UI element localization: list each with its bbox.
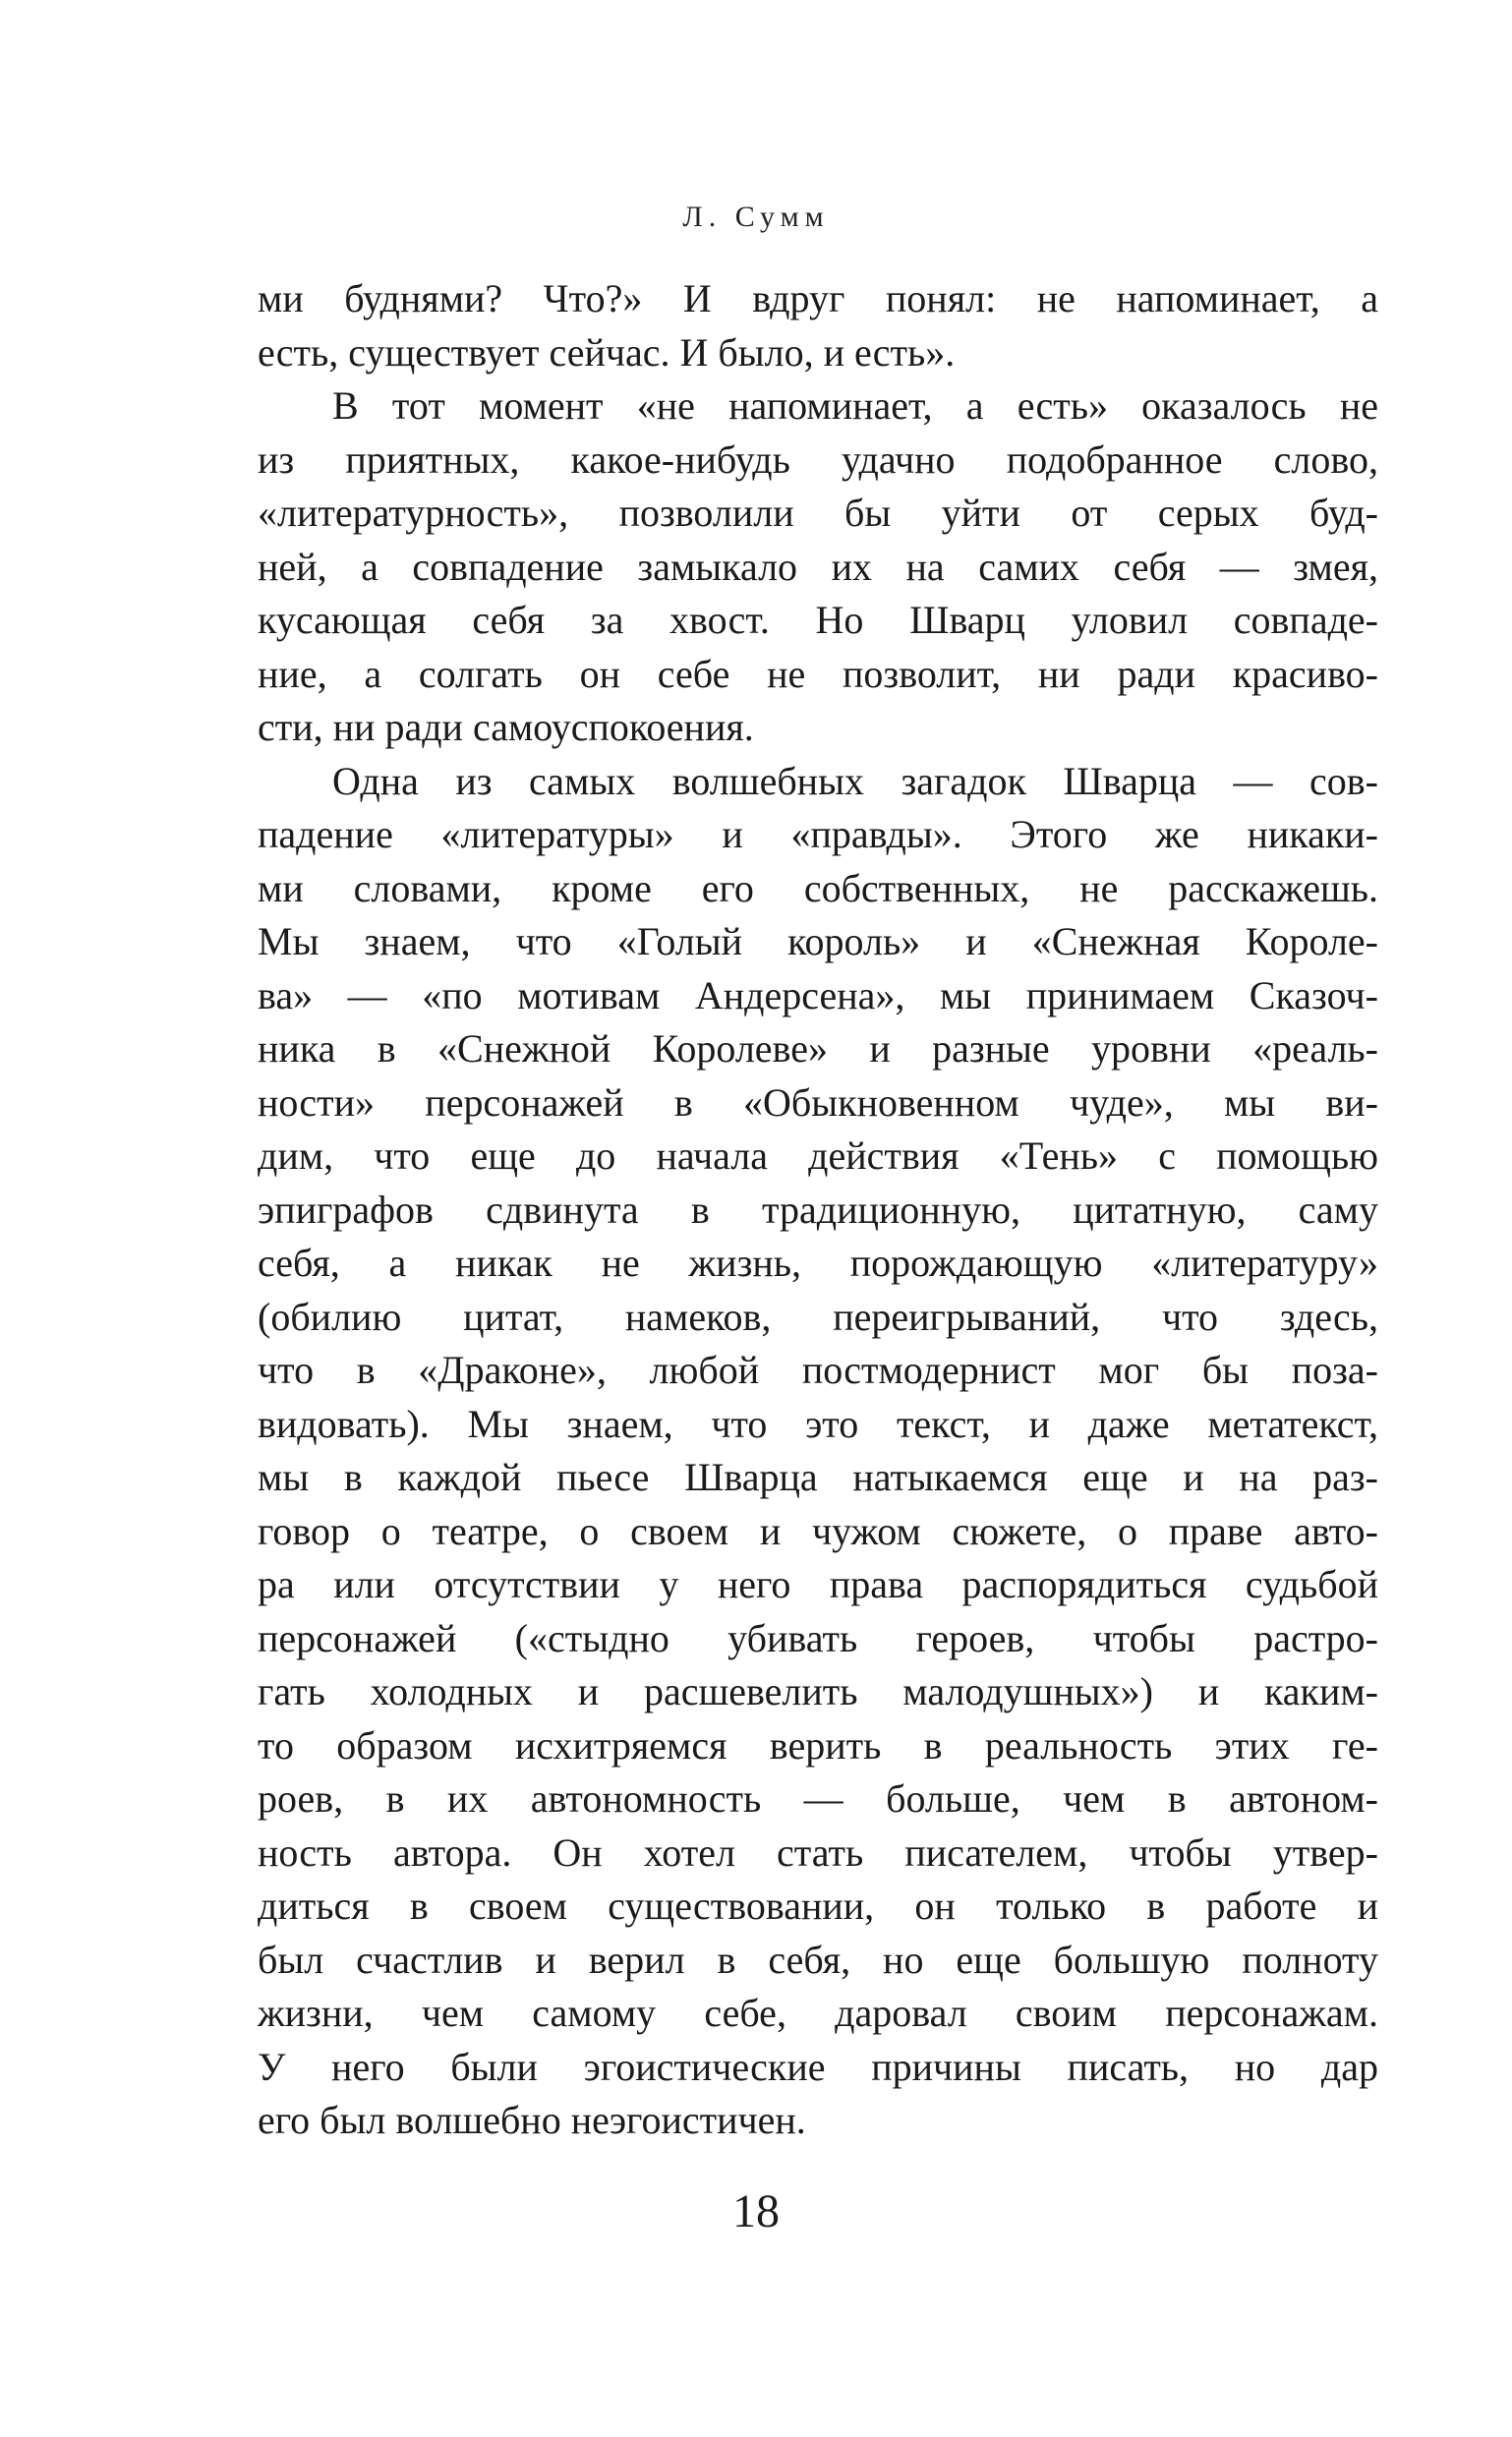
text-line: «литературность», позволили бы уйти от серых буд- <box>258 491 1378 535</box>
text-line: ми словами, кроме его собственных, не расскажешь. <box>258 865 1378 910</box>
text-line: жизни, чем самому себе, даровал своим персонажам. <box>258 1991 1378 2035</box>
text-line: Мы знаем, что «Голый король» и «Снежная Короле- <box>258 919 1378 963</box>
text-line: эпиграфов сдвинута в традиционную, цитатную, саму <box>258 1187 1378 1232</box>
text-line: что в «Драконе», любой постмодернист мог бы поза- <box>258 1348 1378 1392</box>
text-line: гать холодных и расшевелить малодушных») и каким- <box>258 1669 1378 1713</box>
text-line: ника в «Снежной Королеве» и разные уровни «реаль- <box>258 1026 1378 1071</box>
text-line: ва» — «по мотивам Андерсена», мы принимаем Сказоч- <box>258 972 1378 1017</box>
text-line: ности» персонажей в «Обыкновенном чуде», мы ви- <box>258 1079 1378 1125</box>
text-line: себя, а никак не жизнь, порождающую «литературу» <box>258 1241 1378 1285</box>
text-line: из приятных, какое-нибудь удачно подобранное слово, <box>258 436 1378 482</box>
running-head: Л. Сумм <box>682 201 830 233</box>
text-line: кусающая себя за хвост. Но Шварц уловил совпаде- <box>258 598 1378 642</box>
text-line: сти, ни ради самоуспокоения. <box>258 705 754 749</box>
text-line: мы в каждой пьесе Шварца натыкаемся еще и на раз- <box>258 1455 1378 1499</box>
body-text <box>258 272 1378 2148</box>
text-line: видовать). Мы знаем, что это текст, и даже метатекст, <box>258 1401 1378 1446</box>
text-line: диться в своем существовании, он только в работе и <box>258 1884 1378 1928</box>
text-line: его был волшебно неэгоистичен. <box>258 2098 806 2142</box>
text-line: Одна из самых волшебных загадок Шварца — сов- <box>332 758 1378 803</box>
text-line: дим, что еще до начала действия «Тень» с помощью <box>258 1133 1378 1178</box>
page-number: 18 <box>732 2185 780 2237</box>
text-line: есть, существует сейчас. И было, и есть». <box>258 329 956 375</box>
text-line: ра или отсутствии у него права распорядиться судьбой <box>258 1562 1378 1606</box>
text-line: ность автора. Он хотел стать писателем, чтобы утвер- <box>258 1829 1378 1875</box>
text-line: У него были эгоистические причины писать, но дар <box>258 2044 1378 2089</box>
text-line: В тот момент «не напоминает, а есть» оказалось не <box>332 383 1378 428</box>
text-line: то образом исхитряемся верить в реальность этих ге- <box>258 1722 1378 1768</box>
text-line: ми буднями? Что?» И вдруг понял: не напоминает, а <box>258 276 1378 320</box>
text-line: ние, а солгать он себе не позволит, ни ради красиво- <box>258 651 1378 696</box>
text-line: был счастлив и верил в себя, но еще большую полноту <box>258 1937 1378 1982</box>
text-line: персонажей («стыдно убивать героев, чтобы растро- <box>258 1615 1378 1660</box>
text-line: ней, а совпадение замыкало их на самих себя — змея, <box>258 544 1378 589</box>
text-line: роев, в их автономность — больше, чем в автоном- <box>258 1776 1378 1821</box>
text-line: падение «литературы» и «правды». Этого же никаки- <box>258 812 1378 856</box>
text-line: (обилию цитат, намеков, переигрываний, что здесь, <box>258 1294 1378 1339</box>
text-line: говор о театре, о своем и чужом сюжете, о праве авто- <box>258 1508 1378 1553</box>
